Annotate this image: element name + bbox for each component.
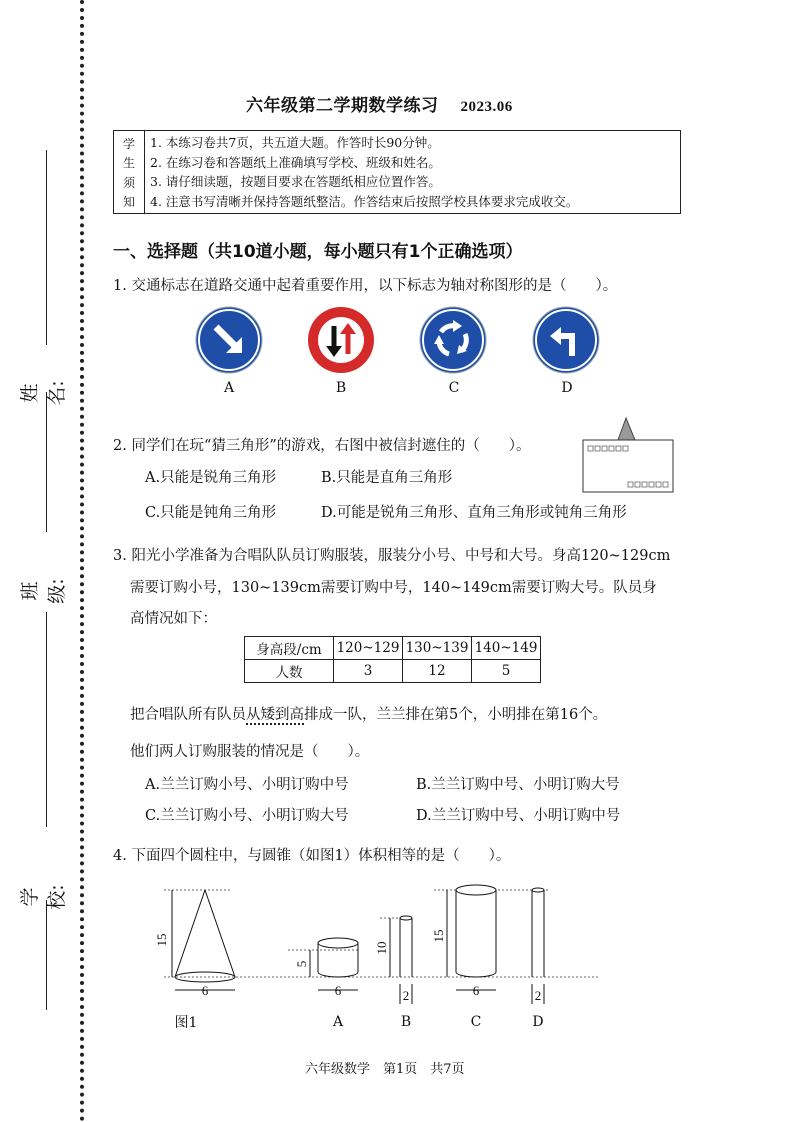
name-blank-line [46, 150, 47, 345]
school-blank-line [46, 900, 47, 1010]
envelope-triangle-figure [580, 414, 676, 494]
notice-item: 1. 本练习卷共7页，共五道大题。作答时长90分钟。 [150, 135, 440, 150]
cylinder-c-diameter-label: 6 [472, 983, 480, 998]
sign-label: A [223, 380, 235, 396]
class-label: 班级: [19, 578, 68, 604]
table-header-cell: 130~139 [403, 637, 472, 660]
cylinder-label: B [400, 1014, 412, 1030]
cylinder-d-diameter-label: 2 [534, 988, 542, 1003]
school-label: 学校: [19, 884, 68, 910]
cylinder-a [294, 938, 358, 998]
question-3-line-4 [130, 703, 607, 724]
notice-head-char: 须 [122, 176, 135, 190]
page-footer: 六年级数学 第1页 共7页 [305, 1062, 465, 1077]
question-3-line-5: 他们两人订购服装的情况是（ ）。 [130, 744, 370, 760]
notice-item: 3. 请仔细读题，按题目要求在答题纸相应位置作答。 [150, 174, 441, 189]
table-row [245, 637, 541, 660]
notice-list [150, 133, 578, 211]
question-2-option-c: C.只能是钝角三角形 [145, 505, 277, 521]
cylinder-label: C [470, 1014, 482, 1030]
question-3-option-d: D.兰兰订购中号、小明订购中号 [416, 808, 621, 824]
question-2-option-d: D.可能是锐角三角形、直角三角形或钝角三角形 [321, 505, 627, 521]
cylinder-b-diameter-label: 2 [402, 988, 410, 1003]
table-header-cell: 120~129 [334, 637, 403, 660]
question-2-text: 2. 同学们在玩“猜三角形”的游戏，右图中被信封遮住的（ ）。 [113, 438, 531, 454]
sign-label: C [448, 380, 460, 396]
cylinder-d [532, 888, 544, 1004]
table-cell: 人数 [245, 660, 334, 683]
sign-label: D [561, 380, 573, 396]
height-table [244, 636, 541, 683]
question-3-option-b: B.兰兰订购中号、小明订购大号 [416, 777, 620, 793]
notice-item: 4. 注意书写清晰并保持答题纸整洁。作答结束后按照学校具体要求完成收交。 [150, 193, 579, 209]
table-cell: 3 [334, 660, 403, 683]
sign-d-turn-left-icon [532, 306, 600, 374]
name-label: 姓名: [19, 380, 68, 406]
cylinder-a-height-label: 5 [294, 960, 309, 968]
notice-head-char: 生 [122, 156, 135, 170]
cylinder-b [374, 916, 412, 1004]
notice-item: 2. 在练习卷和答题纸上准确填写学校、班级和姓名。 [150, 154, 441, 170]
sign-label: B [335, 380, 347, 396]
question-3-option-c: C.兰兰订购小号、小明订购大号 [145, 808, 349, 824]
question-3-line-3: 高情况如下： [130, 611, 217, 627]
table-header-cell: 身高段/cm [245, 637, 334, 660]
notice-head-char: 学 [122, 137, 135, 151]
cone-diameter-label: 6 [201, 983, 209, 998]
cone-height-label: 15 [154, 933, 169, 947]
question-3-line-4-end: 排成一队，兰兰排在第5个，小明排在第16个。 [304, 707, 608, 723]
class-blank-line [46, 612, 47, 827]
cylinder-label: D [532, 1014, 544, 1030]
table-header-cell: 140~149 [472, 637, 541, 660]
question-3-line-2: 需要订购小号，130~139cm需要订购中号，140~149cm需要订购大号。队员身 [130, 580, 657, 596]
page-title [246, 91, 513, 116]
question-3-line-1: 3. 阳光小学准备为合唱队队员订购服装，服装分小号、中号和大号。身高120~129cm [113, 548, 671, 564]
cylinder-c-height-label: 15 [431, 929, 446, 943]
question-3-option-a: A.兰兰订购小号、小明订购中号 [145, 777, 349, 793]
cylinders-figure [150, 880, 610, 1030]
question-2-option-b: B.只能是直角三角形 [321, 470, 453, 486]
table-cell: 5 [472, 660, 541, 683]
cylinder-a-diameter-label: 6 [334, 983, 342, 998]
sign-c-roundabout-icon [419, 306, 487, 374]
title-date: 2023.06 [460, 99, 513, 115]
question-1-text: 1. 交通标志在道路交通中起着重要作用，以下标志为轴对称图形的是（ ）。 [113, 278, 618, 294]
title-text: 六年级第二学期数学练习 [246, 96, 439, 116]
question-4-text: 4. 下面四个圆柱中，与圆锥（如图1）体积相等的是（ ）。 [113, 848, 511, 864]
cylinder-b-height-label: 10 [374, 941, 389, 955]
cylinder-label: A [332, 1014, 344, 1030]
question-2-option-a: A.只能是锐角三角形 [145, 470, 277, 486]
name-class-separator-line [46, 392, 47, 532]
sign-a-arrow-down-right-icon [195, 306, 263, 374]
student-notice-box [113, 130, 681, 214]
table-cell: 12 [403, 660, 472, 683]
cylinder-c [431, 885, 496, 998]
cone-figure [154, 890, 235, 998]
binding-dotted-line [80, 0, 84, 1122]
figure-1-label: 图1 [174, 1015, 198, 1031]
sign-b-priority-arrows-icon [307, 306, 375, 374]
notice-head-char: 知 [122, 195, 135, 209]
section-heading: 一、选择题（共10道小题，每小题只有1个正确选项） [113, 242, 523, 262]
notice-head [114, 131, 145, 213]
table-row [245, 660, 541, 683]
emphasis-short-to-tall: 从矮到高 [246, 707, 304, 723]
question-3-line-4-start: 把合唱队所有队员 [130, 707, 246, 723]
